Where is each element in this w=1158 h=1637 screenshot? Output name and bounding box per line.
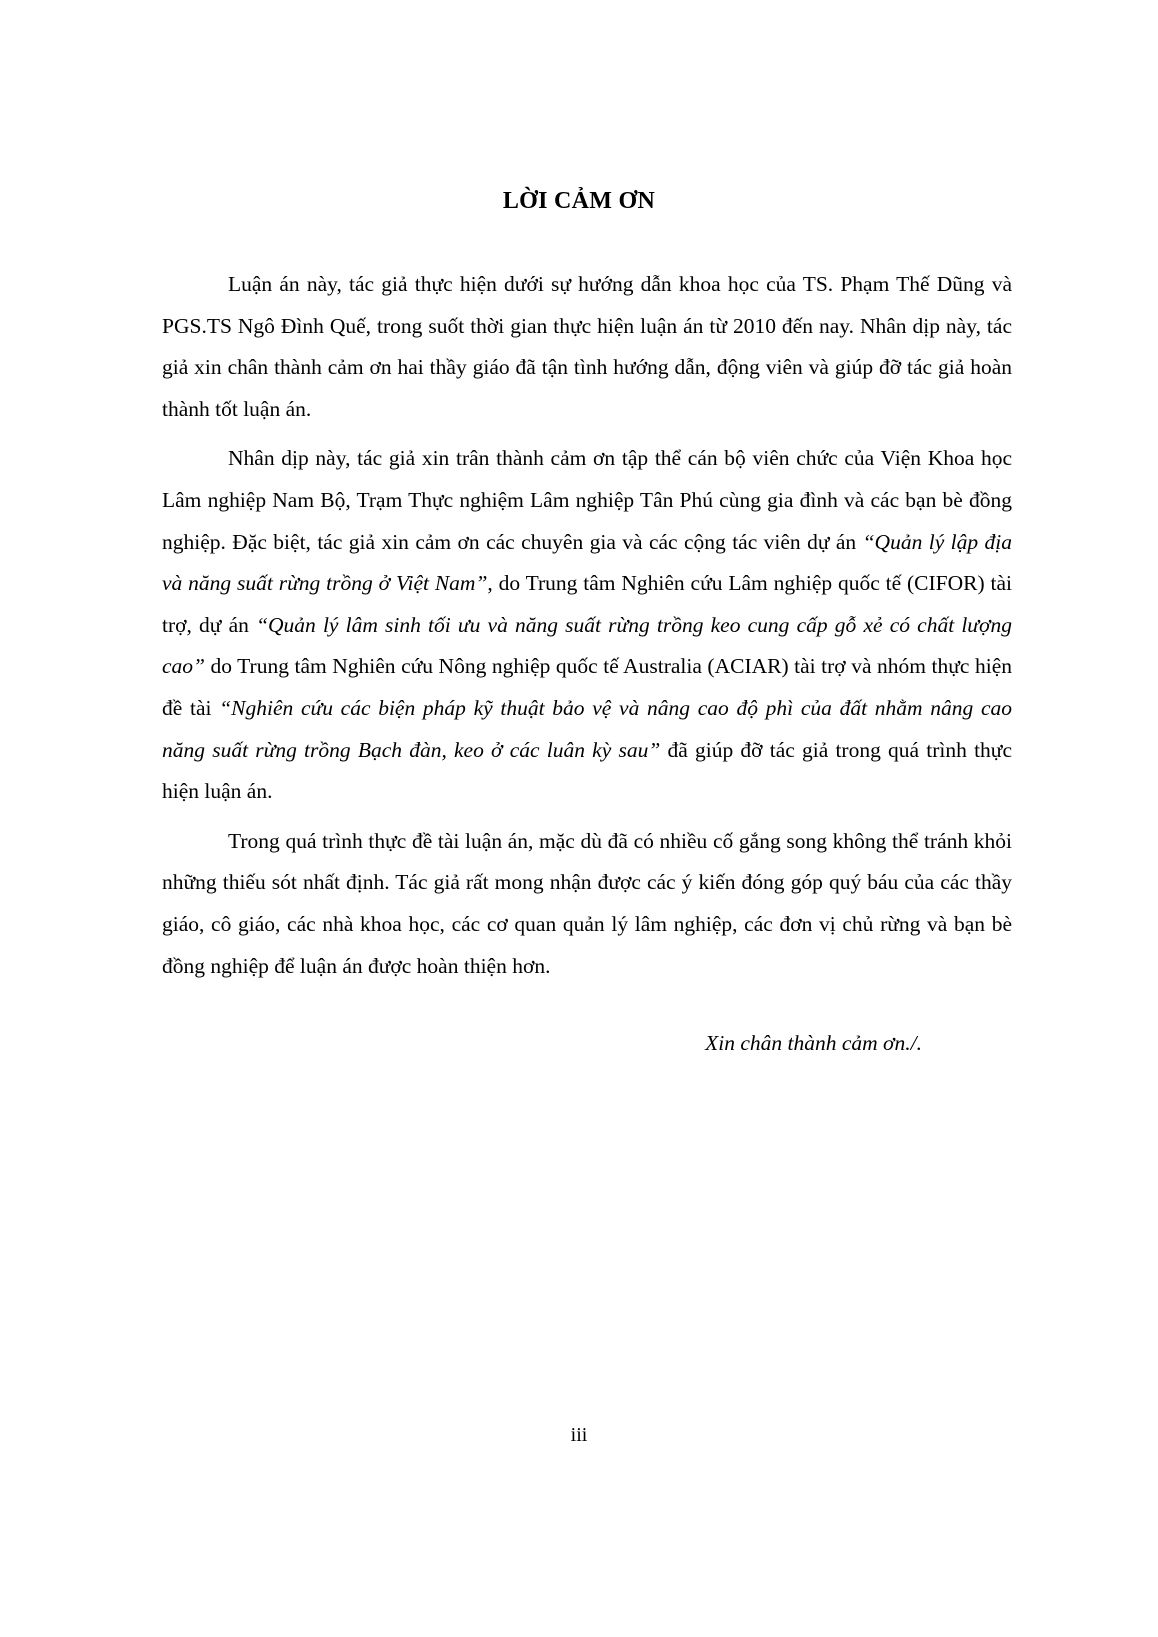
acknowledgement-body xyxy=(162,264,1012,995)
paragraph-feedback xyxy=(162,821,1012,987)
paragraph-text: đã giúp đỡ tác giả trong quá trình thực hiện luận án. xyxy=(162,737,1012,804)
paragraph-text: , do Trung tâm Nghiên cứu Lâm nghiệp quốc tế (CIFOR) tài trợ, dự án xyxy=(162,571,1012,637)
paragraph-text: do Trung tâm Nghiên cứu Nông nghiệp quốc tế Australia (ACIAR) tài trợ và nhóm thực hiện đề tài xyxy=(162,654,1012,720)
page-title: LỜI CẢM ƠN xyxy=(502,188,656,214)
paragraph-text: Trong quá trình thực đề tài luận án, mặc dù đã có nhiều cố gắng song không thể tránh khỏi những thiếu sót nhất định. Tác giả rất mong nhận được các ý kiến đóng góp quý báu của các thầy giáo, cô giáo, các nhà khoa học, các cơ quan quản lý lâm nghiệp, các đơn vị chủ rừng và bạn bè đồng nghiệp để luận án được hoàn thiện hơn. xyxy=(162,828,1012,978)
project-title-aciar: “Quản lý lâm sinh tối ưu và năng suất rừng trồng keo cung cấp gỗ xẻ có chất lượng cao” xyxy=(162,612,1012,679)
project-title-cifor: “Quản lý lập địa và năng suất rừng trồng ở Việt Nam” xyxy=(162,529,1013,596)
closing-line: Xin chân thành cảm ơn./. xyxy=(705,1031,922,1055)
paragraph-text: Luận án này, tác giả thực hiện dưới sự hướng dẫn khoa học của TS. Phạm Thế Dũng và PGS.TS Ngô Đình Quế, trong suốt thời gian thực hiện luận án từ 2010 đến nay. Nhân dịp này, tác giả xin chân thành cảm ơn hai thầy giáo đã tận tình hướng dẫn, động viên và giúp đỡ tác giả hoàn thành tốt luận án. xyxy=(162,272,1012,421)
research-topic-title: “Nghiên cứu các biện pháp kỹ thuật bảo vệ và nâng cao độ phì của đất nhằm nâng cao năng suất rừng trồng Bạch đàn, keo ở các luân kỳ sau” xyxy=(162,695,1012,762)
paragraph-text: Nhân dịp này, tác giả xin trân thành cảm ơn tập thể cán bộ viên chức của Viện Khoa học Lâm nghiệp Nam Bộ, Trạm Thực nghiệm Lâm nghiệp Tân Phú cùng gia đình và các bạn bè đồng nghiệp. Đặc biệt, tác giả xin cảm ơn các chuyên gia và các cộng tác viên dự án xyxy=(162,446,1012,554)
paragraph-institutions xyxy=(162,438,1012,812)
page-number: iii xyxy=(570,1424,588,1446)
paragraph-supervisors xyxy=(162,264,1012,430)
